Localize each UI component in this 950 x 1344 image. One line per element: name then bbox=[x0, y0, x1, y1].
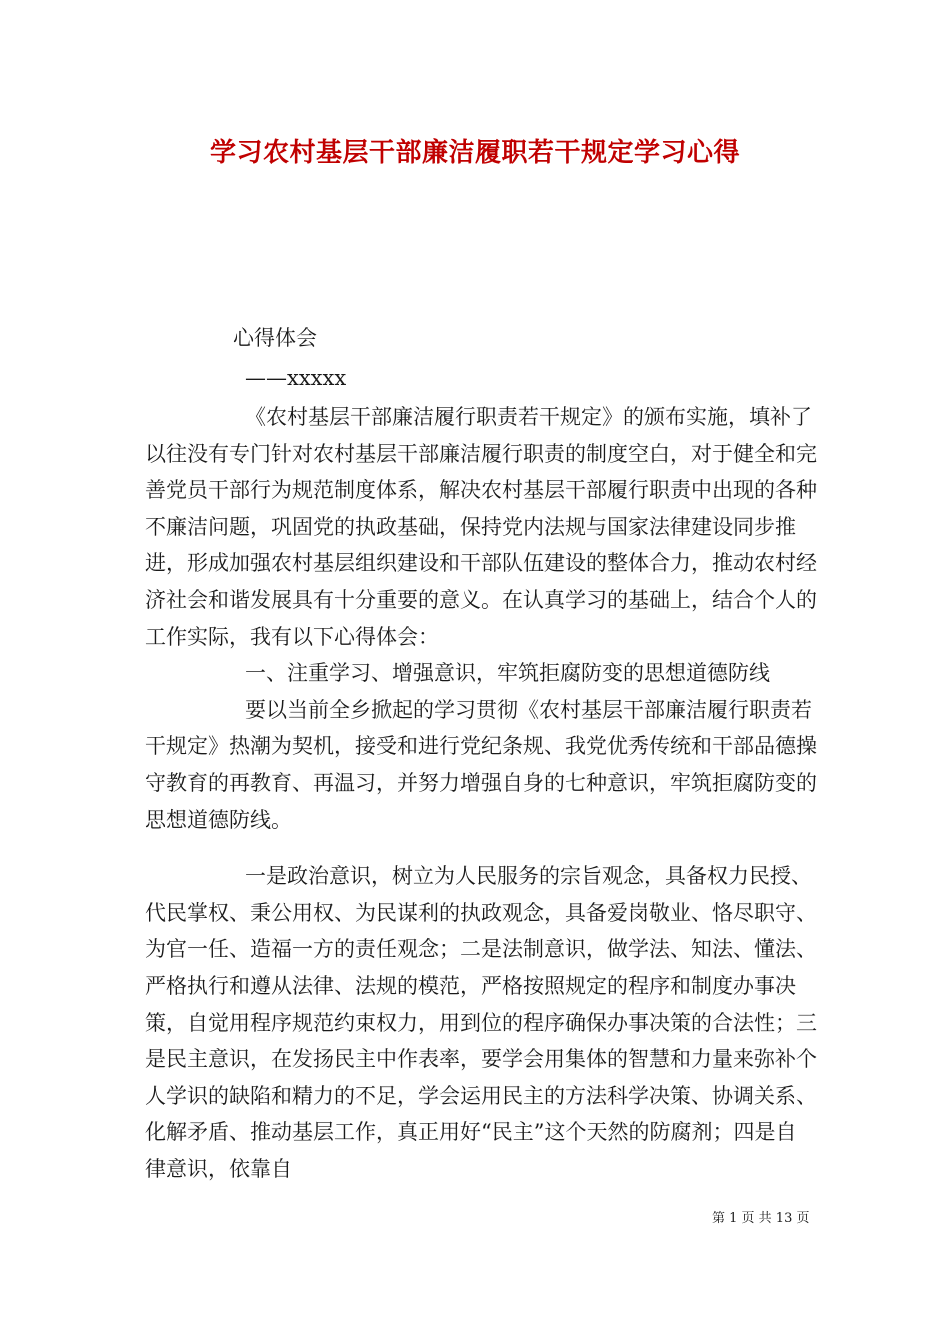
page-number: 第 1 页 共 13 页 bbox=[712, 1211, 810, 1226]
document-body bbox=[145, 399, 817, 1187]
subtitle: 心得体会 bbox=[233, 326, 317, 350]
section-heading-1: 一、注重学习、增强意识，牢筑拒腐防变的思想道德防线 bbox=[245, 661, 770, 686]
paragraph-intro: 《农村基层干部廉洁履行职责若干规定》的颁布实施，填补了以往没有专门针对农村基层干部廉洁履行职责的制度空白，对于健全和完善党员干部行为规范制度体系，解决农村基层干部履行职责中出现的各种不廉洁问题，巩固党的执政基础，保持党内法规与国家法律建设同步推进，形成加强农村基层组织建设和干部队伍建设的整体合力，推动农村经济社会和谐发展具有十分重要的意义。在认真学习的基础上，结合个人的工作实际，我有以下心得体会： bbox=[145, 405, 817, 649]
document-title: 学习农村基层干部廉洁履职若干规定学习心得 bbox=[209, 138, 740, 168]
paragraph-awareness: 一是政治意识，树立为人民服务的宗旨观念，具备权力民授、代民掌权、秉公用权、为民谋利的执政观念，具备爱岗敬业、恪尽职守、为官一任、造福一方的责任观念；二是法制意识，做学法、知法、懂法、严格执行和遵从法律、法规的模范，严格按照规定的程序和制度办事决策，自觉用程序规范约束权力，用到位的程序确保办事决策的合法性；三是民主意识，在发扬民主中作表率，要学会用集体的智慧和力量来弥补个人学识的缺陷和精力的不足，学会运用民主的方法科学决策、协调关系、化解矛盾、推动基层工作，真正用好“民主”这个天然的防腐剂；四是自律意识，依靠自 bbox=[145, 864, 817, 1181]
paragraph-study: 要以当前全乡掀起的学习贯彻《农村基层干部廉洁履行职责若干规定》热潮为契机，接受和进行党纪条规、我党优秀传统和干部品德操守教育的再教育、再温习，并努力增强自身的七种意识，牢筑拒腐防变的思想道德防线。 bbox=[145, 697, 817, 832]
author-line: ——xxxxx bbox=[245, 366, 347, 390]
